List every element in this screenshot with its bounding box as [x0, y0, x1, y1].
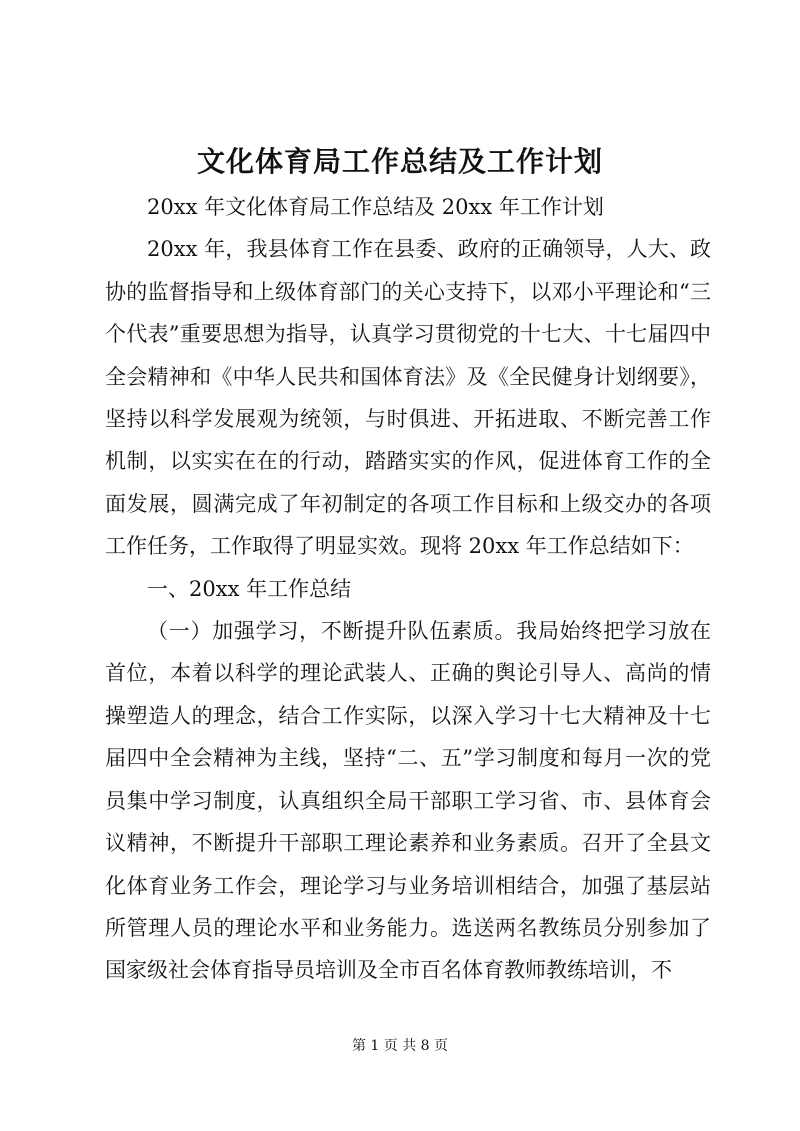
page-footer: 第 1 页 共 8 页	[351, 1038, 449, 1054]
body-paragraph: （一）加强学习，不断提升队伍素质。我局始终把学习放在首位，本着以科学的理论武装人、正确的舆论引导人、高尚的情操塑造人的理念，结合工作实际，以深入学习十七大精神及十七届四中全会精神为主线，坚持“二、五”学习制度和每月一次的党员集中学习制度，认真组织全局干部职工学习省、市、县体育会议精神，不断提升干部职工理论素养和业务素质。召开了全县文化体育业务工作会，理论学习与业务培训相结合，加强了基层站所管理人员的理论水平和业务能力。选送两名教练员分别参加了国家级社会体育指导员培训及全市百名体育教师教练培训，不	[105, 619, 711, 983]
document-body	[105, 186, 711, 992]
intro-paragraph: 20xx 年，我县体育工作在县委、政府的正确领导，人大、政协的监督指导和上级体育部门的关心支持下，以邓小平理论和“三个代表”重要思想为指导，认真学习贯彻党的十七大、十七届四中全会精神和《中华人民共和国体育法》及《全民健身计划纲要》，坚持以科学发展观为统领，与时俱进、开拓进取、不断完善工作机制，以实实在在的行动，踏踏实实的作风，促进体育工作的全面发展，圆满完成了年初制定的各项工作目标和上级交办的各项工作任务，工作取得了明显实效。现将 20xx 年工作总结如下：	[105, 237, 711, 559]
document-title: 文化体育局工作总结及工作计划	[196, 145, 603, 178]
section-heading: 一、20xx 年工作总结	[147, 576, 352, 601]
subtitle-paragraph: 20xx 年文化体育局工作总结及 20xx 年工作计划	[147, 195, 604, 219]
